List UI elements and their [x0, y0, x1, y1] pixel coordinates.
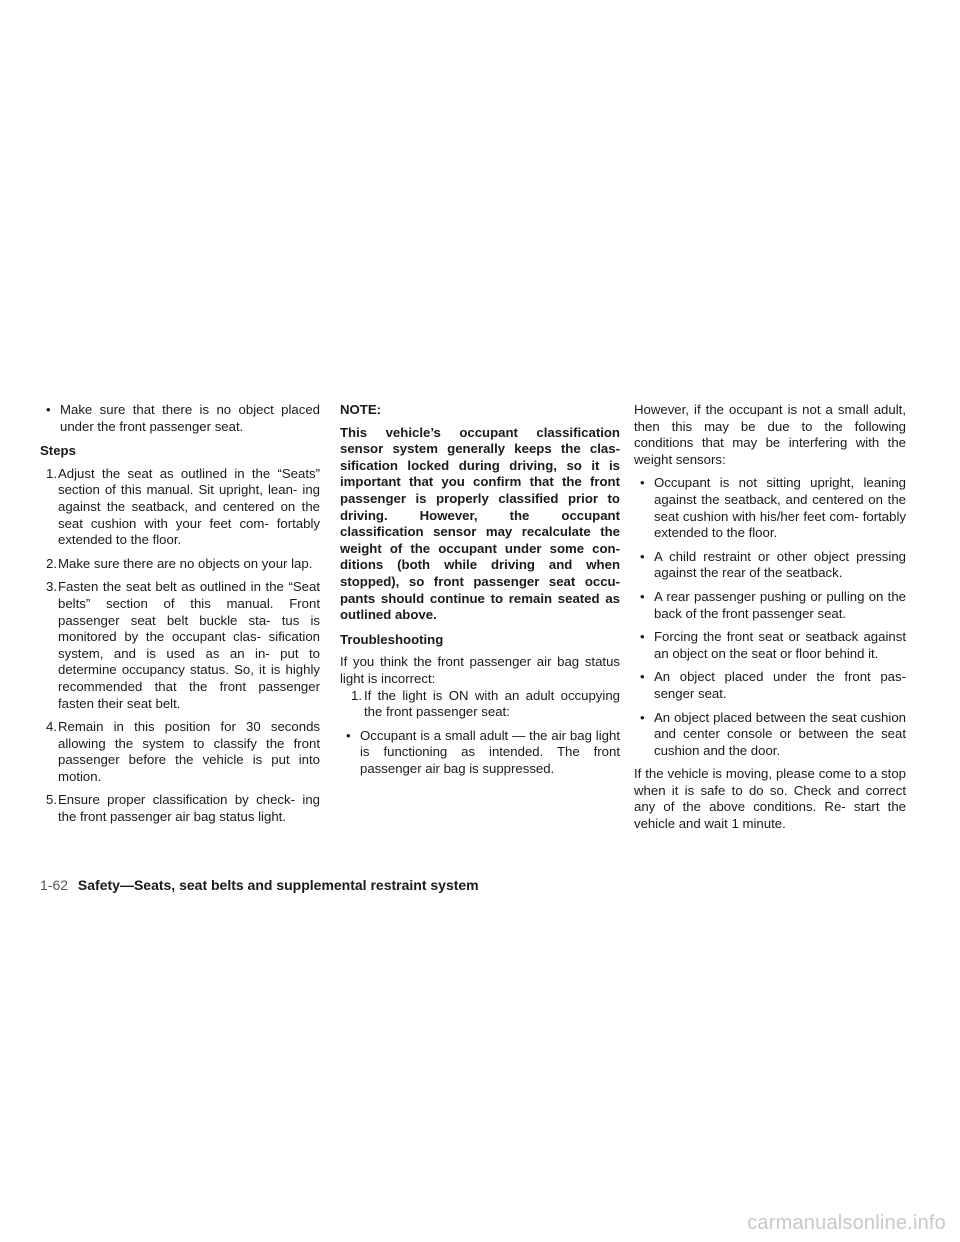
bullet-marker: • — [46, 402, 51, 417]
list-item — [634, 475, 906, 541]
list-item-text: Occupant is a small adult — the air bag light is functioning as intended. The front passenger air bag is suppressed. — [360, 727, 620, 776]
right-column — [634, 402, 906, 840]
note-body: This vehicle’s occupant classification sensor system generally keeps the clas- sification locked during driving, so it is important that you confirm that the front passenger is properly classified prior to driving. However, the occupant classification sensor may recalculate the weight of the occupant under some con- ditions (both while driving and when stopped), so front passenger seat occu- pants should continue to remain seated as outlined above. — [340, 424, 620, 623]
step-text: Make sure there are no objects on your lap. — [58, 555, 313, 571]
troubleshooting-heading: Troubleshooting — [340, 631, 444, 647]
list-item — [634, 549, 906, 582]
watermark: carmanualsonline.info — [747, 1212, 946, 1234]
list-item — [340, 728, 620, 778]
bullet-marker: • — [640, 709, 645, 725]
list-item-text: Make sure that there is no object placed under the front passenger seat. — [60, 402, 320, 434]
step-number: 3. — [46, 579, 57, 595]
list-item — [634, 669, 906, 702]
closing-paragraph: If the vehicle is moving, please come to a stop when it is safe to do so. Check and correct any of the above conditions. Re- start the vehicle and wait 1 minute. — [634, 766, 906, 832]
step-item — [40, 466, 320, 549]
list-item-text: An object placed between the seat cushion and center console or between the seat cushion and the door. — [654, 709, 906, 758]
list-item — [634, 710, 906, 760]
step-item — [40, 579, 320, 712]
step-number: 2. — [46, 555, 57, 571]
step-number: 5. — [46, 792, 57, 808]
list-item-text: A child restraint or other object pressing against the rear of the seatback. — [654, 548, 906, 581]
step-text: Adjust the seat as outlined in the “Seats” section of this manual. Sit upright, lean- ing against the seatback, and centered on the seat cushion with your feet com- fortably extended to the floor. — [58, 465, 320, 548]
note-heading: NOTE: — [340, 402, 382, 417]
step-item — [40, 792, 320, 825]
list-item — [40, 402, 320, 435]
list-item-text: A rear passenger pushing or pulling on the back of the front passenger seat. — [654, 588, 906, 621]
middle-column — [340, 402, 620, 784]
section-title: Safety—Seats, seat belts and supplemental restraint system — [77, 877, 479, 893]
step-item — [340, 688, 620, 721]
page-number: 1-62 — [40, 877, 69, 893]
list-item-text: An object placed under the front pas- senger seat. — [654, 669, 906, 701]
left-column — [40, 402, 320, 833]
bullet-marker: • — [640, 475, 645, 491]
step-number: 4. — [46, 719, 57, 735]
list-item — [634, 589, 906, 622]
step-text: Ensure proper classification by check- ing the front passenger air bag status light. — [58, 792, 320, 825]
conditions-intro: However, if the occupant is not a small adult, then this may be due to the following conditions that may be interfering with the weight sensors: — [634, 402, 906, 467]
step-item — [40, 556, 320, 573]
troubleshooting-intro: If you think the front passenger air bag status light is incorrect: — [340, 654, 620, 686]
step-number: 1. — [46, 465, 57, 481]
list-item-text: Forcing the front seat or seatback against an object on the seat or floor behind it. — [654, 629, 906, 661]
step-text: Fasten the seat belt as outlined in the “Seat belts” section of this manual. Front passenger seat belt buckle sta- tus is monitored by the occupant clas- sification system, and is used as an in- put to determine occupancy status. So, it is highly recommended that the front passenger fasten their seat belt. — [58, 579, 320, 711]
step-number: 1. — [351, 687, 362, 703]
step-item — [40, 719, 320, 785]
bullet-marker: • — [346, 727, 351, 743]
page-footer — [40, 876, 479, 894]
bullet-marker: • — [640, 548, 645, 564]
bullet-marker: • — [640, 588, 645, 604]
steps-heading: Steps — [40, 443, 76, 459]
list-item — [634, 629, 906, 662]
bullet-marker: • — [640, 669, 645, 685]
list-item-text: Occupant is not sitting upright, leaning against the seatback, and centered on the seat cushion with his/her feet com- fortably extended to the floor. — [654, 475, 906, 541]
bullet-marker: • — [640, 629, 645, 645]
step-text: If the light is ON with an adult occupying the front passenger seat: — [364, 687, 620, 720]
step-text: Remain in this position for 30 seconds allowing the system to classify the front passenger before the vehicle is put into motion. — [58, 719, 320, 784]
